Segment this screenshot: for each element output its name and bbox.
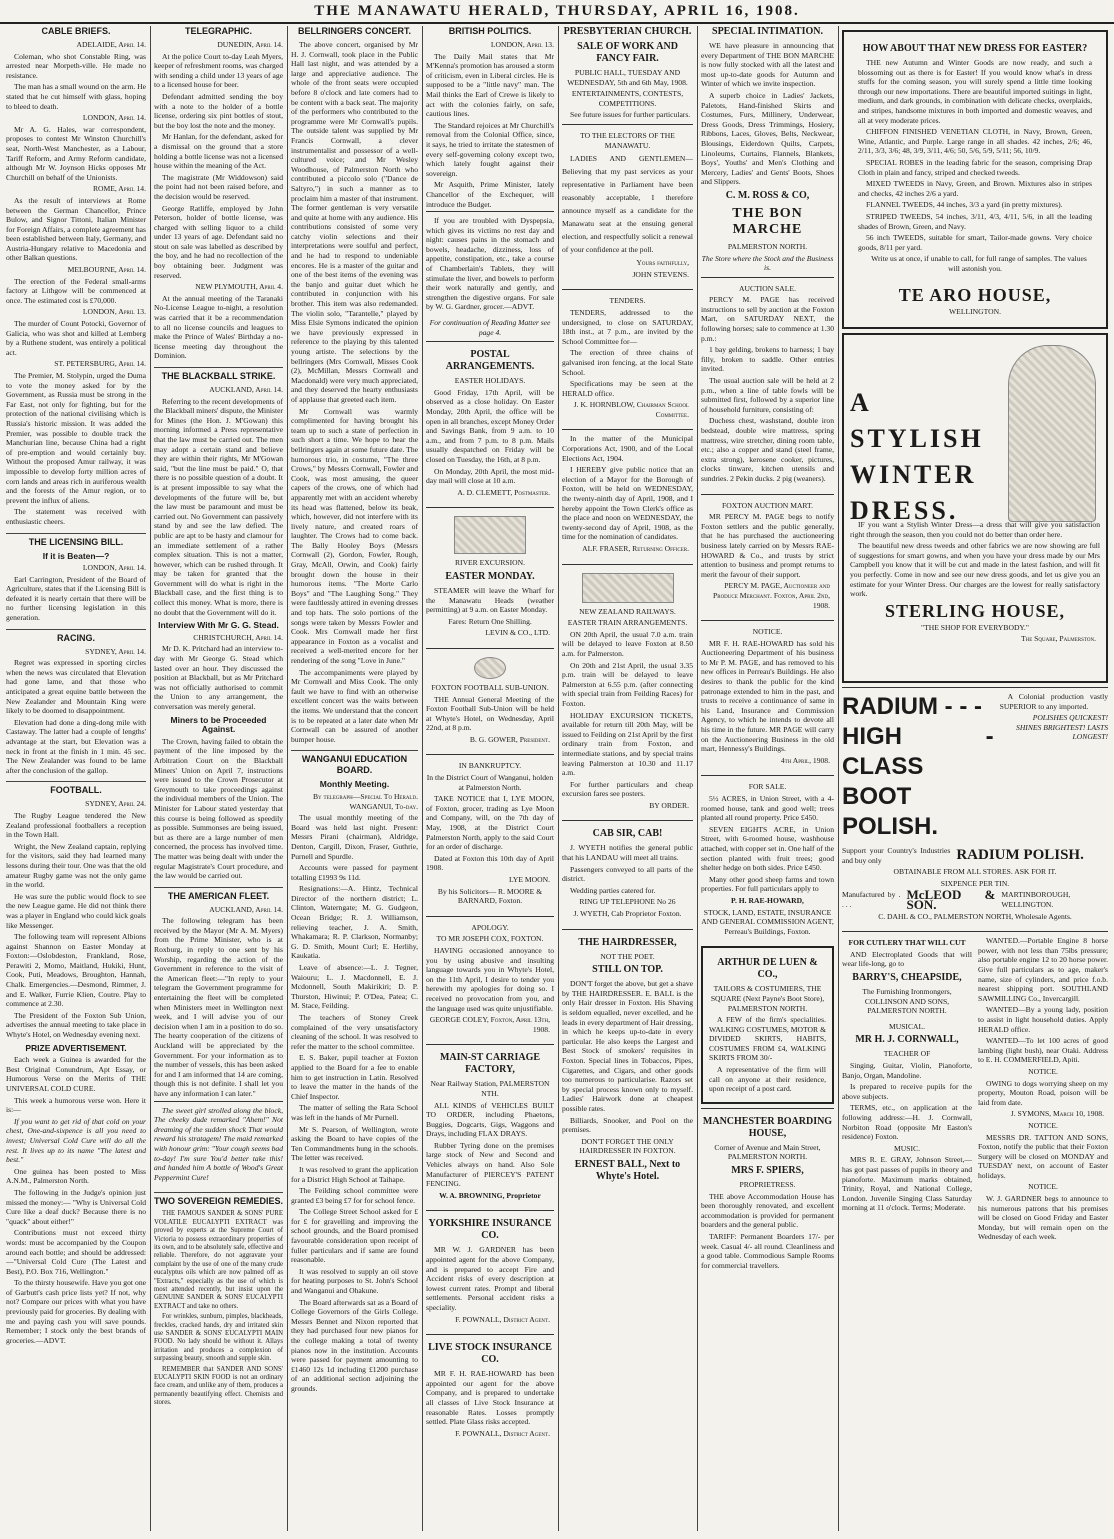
radium-line-1: RADIUM - - - <box>842 693 982 721</box>
special-intimation-heading: SPECIAL INTIMATION. <box>712 26 823 37</box>
prize-heading: PRIZE ADVERTISEMENT. <box>25 1042 127 1053</box>
ad-text: TERMS, etc., on application at the following address:—H. J. Cornwall, Norbiton Road (opposite Mr Easton's residence) Foxton. <box>842 1103 972 1142</box>
dateline: LONDON, April 14. <box>82 563 146 573</box>
peppermint-cure-ad: The sweet girl strolled along the block, The cheeky dude remarked "Ahem!" Not dreaming of the sudden shock That would reward his stratagem! The maid remarked with honour grim: "Your cough seems bad to-day! I'm sure You'd better take this! and handed him A bottle of Wood's Great Peppermint Cure! <box>154 1101 283 1187</box>
ad-text: TAKE NOTICE that I, LYE MOON, of Foxton, grocer, trading as Lye Moon and Company, will, on the 7th day of May, 1908, at the District Court Palmerston North, apply to the said Court for an order of discharge. <box>426 794 554 852</box>
cab-heading: CAB SIR, CAB! <box>592 828 663 840</box>
british-politics-heading: BRITISH POLITICS. <box>448 26 532 36</box>
teacher-name: MR H. J. CORNWALL, <box>855 1034 959 1046</box>
ad-text: The Store where the Stock and the Business is. <box>701 253 834 273</box>
musical-heading: MUSICAL. <box>888 1021 926 1031</box>
ad-text: RING UP TELEPHONE No 26 <box>579 897 676 907</box>
article-text: The Daily Mail states that Mr M'Kenna's promotion has aroused a storm of criticism, even in Liberal circles. He is supposed to be a "little navy" man. The Mail thinks the Earl of Crewe is likely to act with the colonies fairly, on safe, cautious lines. <box>426 51 554 119</box>
subheading: TAILORS & COSTUMIERS, THE SQUARE (Next Payne's Boot Store), PALMERSTON NORTH. <box>710 984 825 1013</box>
notice-heading: NOTICE. <box>1028 1182 1058 1192</box>
ad-text: The Furnishing Ironmongers, COLLINSON AND SONS, PALMERSTON NORTH. <box>862 987 952 1016</box>
article-text: The Standard rejoices at Mr Churchill's removal from the Colonial Office, since, it says, he tried to irritate the statesmen of every self-governing colony except two, which lately fought against their sovereign. <box>426 120 554 178</box>
dateline: LONDON, April 14. <box>82 113 146 123</box>
stylish-line-3: DRESS. <box>850 496 959 526</box>
article-text: The accompaniments were played by Mr Cornwall and Miss Cook. The only fault we have to find with an otherwise excellent concert was the waits between the items. We understand that the concert is to be repeated at a later date when Mr Cornwall can be assured of another bumper house. <box>291 667 418 744</box>
auction-heading: AUCTION SALE. <box>739 283 796 293</box>
cutlery-heading: FOR CUTLERY THAT WILL CUT <box>848 938 966 948</box>
ad-text: OBTAINABLE FROM ALL STORES. ASK FOR IT. <box>893 867 1057 877</box>
article-text: Mr Asquith, Prime Minister, lately Chancellor of the Exchequer, will introduce the Budget. <box>426 180 554 209</box>
ad-text: On Monday, 20th April, the most mid-day mail will close at 10 a.m. <box>426 466 554 486</box>
column-rule <box>558 26 559 1531</box>
article-text: It was resolved to supply an oil stove for heating purposes to St. John's School and Wanganui and Ohakune. <box>291 1266 418 1296</box>
article-text: Contributions must not exceed thirty words: must be accompanied by the Coupon around each bottle; and should be addressed:—"Universal Cold Cure (The Latest and Best), P.O. Box 716, Wellington." <box>6 1228 146 1276</box>
ad-text: POLISHES QUICKEST! SHINES BRIGHTEST! LASTS LONGEST! <box>1016 713 1108 742</box>
ad-text: On 20th and 21st April, the usual 3.35 p.m. train will be delayed to leave Palmerston at 6.55 p.m. (after connecting with special train from Feilding Races) for Foxton. <box>562 660 693 708</box>
auction-mart-heading: FOXTON AUCTION MART. <box>721 500 814 510</box>
article-text: The Board afterwards sat as a Board of College Governors of the Girls College. Messrs Bennet and Nixon reported that they had purchased four new pianos for the college making a total of twenty pianos now in the institution. Accounts were passed for payment amounting to £1460 12s 1d including £1200 purchase of an additional section adjoining the grounds. <box>291 1297 418 1393</box>
ad-text: 56 inch TWEEDS, suitable for smart, Tailor-made gowns. Very choice goods, 8/11 per yard. <box>858 233 1092 252</box>
signature: J. SYMONS, March 10, 1908. <box>1010 1109 1104 1119</box>
music-heading: MUSIC. <box>894 1143 920 1153</box>
ad-text: Billiards, Snooker, and Pool on the premises. <box>562 1115 693 1135</box>
signature: P. H. RAE-HOWARD, <box>731 895 804 905</box>
dateline: AUCKLAND, April 14. <box>209 385 283 394</box>
article-text: Coleman, who shot Constable Ring, was arrested near Morpeth-ville. He made no resistance. <box>6 51 146 80</box>
dateline: LONDON, April 13. <box>82 307 146 317</box>
article-text: It was resolved to grant the application for a District High School at Taihape. <box>291 1164 418 1184</box>
radium-polish-logo: RADIUM POLISH. <box>956 846 1084 863</box>
ad-text: By his Solicitors— R. MOORE & BARNARD, Foxton. <box>437 886 543 906</box>
article-text: Leave of absence:—L. J. Tegner, Waiouru; L. J. Macdonnell, E. J. Mcdonnell, South Makirikiri; D. P. Thurston, Hiwinui; P. O'Dea, Patea; C. M. Stace, Feilding. <box>291 963 418 1011</box>
ad-text: Support your Country's Industries and buy only <box>842 846 951 865</box>
article-text: The Rugby League tendered the New Zealand professional footballers a reception in the Town Hall. <box>6 810 146 840</box>
notice-heading: NOTICE. <box>752 627 783 637</box>
ad-text: For wrinkles, sunburn, pimples, blackheads, freckles, cracked hands, dry and irritated skin use SANDER & SONS' EUCALYPTI MAIN FOOD. No lady should be without it. Allays irritation and produces a complexion of surpassing beauty, smooth and supple skin. <box>154 1313 283 1363</box>
ad-text: CHIFFON FINISHED VENETIAN CLOTH, in Navy, Brown, Green, Wine, Atlantic, and Purple. Large range in all shades. 42 inches, 2/6; 46, 2/11, 3/3, 3/6; 48, 3/9, 3/11, 4/6; 50, 5/6, 5/9, 5/11; 56, 10/9. <box>858 127 1092 156</box>
ad-text: C. DAHL & CO., PALMERSTON NORTH, Wholesale Agents. <box>878 911 1072 921</box>
ad-text: WANTED—By a young lady, position to assist in light household duties. Apply HERALD office. <box>978 1005 1108 1034</box>
ad-text: In the matter of the Municipal Corporations Act, 1900, and of the Local Elections Act, 1904. <box>562 434 693 463</box>
ad-text: THE FAMOUS SANDER & SONS' PURE VOLATILE EUCALYPTI EXTRACT was proved by experts at the Supreme Court of Victoria to possess extraordinary properties of its own, and to be absolutely safe, effective and reliable. Therefore, do not aggravate your complaint by the use of one of the many crude eucalyptus oils which are now palmed off as "Extracts," especially as the use of which is most attended recently, but insist upon the GENUINE SANDER & SONS' EUCALYPTI EXTRACT and take no others. <box>154 1210 283 1310</box>
ad-text: SPECIAL ROBES in the leading fabric for the season, comprising Drap Cloth in plain and fancy, striped and checked tweeds. <box>858 157 1092 177</box>
article-text: Mr Cornwall was warmly complimented for having brought his team up to such a state of perfection in such short a time. We hope to hear the bellringers again at some future date. The humorous trio, in costume, "The three Crows," by Messrs Cornwall, Fowler and Cook, was most amusing, the queer capers of the crows, one of which had apparently met with an accident whereby its head was flattened, below its beak, which, however, did not interfere with its lively nature, and created roars of laughter. The Crows had to come back. The Bally Hooley Boys (Messrs Cornwall (2), Gordon, Fowler, Rough, Gray, McAll, Orwin, and Cook) fairly brought down the house in their humorous items. "The Morte Carlo Boys" and "The Laughing Song." They were faultlessly attired in evening dresses and top hats. The solo portions of the songs were taken by Messrs Fowler and Cook. Mrs Cornwall made her first appearance in Foxton as a vocalist and received a well-merited encore for her rendering of the song "Love in June." <box>291 406 418 665</box>
article-text: The man has a small wound on the arm. He stated that he cut himself with glass, hoping to bleed to death. <box>6 82 146 111</box>
article-text: Elevation had done a ding-dong mile with Castaway. The latter had a couple of lengths' advantage at the start, but Elevation was a neck in front at the finish in 1 min. 45 sec. The New Zealander was found to be lame after the conclusion of the gallop. <box>6 717 146 775</box>
football-union-heading: FOXTON FOOTBALL SUB-UNION. <box>431 682 549 692</box>
ad-text: The usual auction sale will be held at 2 p.m., when a line of table fowls will be submitted first, followed by a superior line of household furniture, consisting of: <box>701 376 834 414</box>
ad-text: Write us at once, if unable to call, for full range of samples. The values will astonish you. <box>871 254 1087 273</box>
ad-text: The beautiful new dress tweeds and other fabrics we are now showing are full of suggestions for smart gowns, and when you have your dress made by our Mrs Campbell you know that it will be cut and made in the latest fashion, and will fit you perfectly. Come in now and see our new dress goods, and let us give you an estimate for your Winter Dress. Our charges are the lowest for really satisfactory work. <box>850 541 1100 599</box>
signature: F. POWNALL, District Agent. <box>455 1428 550 1438</box>
article-text: The usual monthly meeting of the Board was held last night. Present: Messrs Pirani (chairman), Aldridge, Denton, Cargill, Dixon, Fraser, Guthrie, Purnell and Spurdle. <box>291 813 418 861</box>
bankruptcy-heading: IN BANKRUPTCY. <box>458 761 522 771</box>
subheading: TO MR JOSEPH COX, FOXTON. <box>436 934 544 944</box>
article-text: The Feilding school committee were granted £3 being £7 for for school fence. <box>291 1186 418 1205</box>
article-text: The following in the Judge's opinion just missed the money:— "Why is Universal Cold Cure like a deaf duck? Because there is no "quack" about either!" <box>6 1187 146 1226</box>
ad-text: THE above Accommodation House has been thoroughly renovated, and excellent accommodation is provided for permanent boarders and the general public. <box>701 1191 834 1230</box>
ad-text: Singing, Guitar, Violin, Pianoforte, Banjo, Organ, Mandoline. <box>842 1060 972 1080</box>
ad-text: A Colonial production vastly SUPERIOR to any imported. <box>999 692 1108 711</box>
article-text: At the annual meeting of the Taranaki No-License League to-night, a resolution was carried that it be a recommendation to all no license councils and leagues to make the Prince of Wales' Birthday a no-license meeting day throughout the Dominion. <box>154 293 283 361</box>
signature: LYE MOON. <box>508 875 550 884</box>
column-4 <box>426 26 554 1531</box>
subheading: If it is Beaten—? <box>42 550 110 561</box>
article-text: Accounts were passed for payment totalling £1993 9s 11d. <box>291 863 418 882</box>
dateline: LONDON, April 13. <box>490 40 554 49</box>
column-5 <box>562 26 693 1531</box>
postal-heading: POSTAL ARRANGEMENTS. <box>445 349 535 373</box>
ross-name: C. M. ROSS & CO, <box>725 189 810 201</box>
de-luen-heading: ARTHUR DE LUEN & CO., <box>717 957 818 981</box>
ad-text: Wedding parties catered for. <box>570 885 656 895</box>
barrys-logo: BARRY'S, CHEAPSIDE, <box>852 972 962 983</box>
mcleod-logo: McLEOD & SON. <box>906 887 996 913</box>
ad-text: OWING to dogs worrying sheep on my property, Mouton Road, poison will be laid from date. <box>978 1078 1108 1107</box>
signature: LEVIN & CO., LTD. <box>485 628 550 638</box>
article-text: The above concert, organised by Mr H. J. Cornwall, took place in the Public Hall last night, and was attended by a large and appreciative audience. The whole of the front seats were occupied before 8 o'clock and late comers had to be content with a back seat. The majority of the performers who contributed to the programme were Mr Cornwall's pupils. The outside talent was supplied by Mr Francis Cornwall, a clever instrumentalist and possessor of a well-cultured voice; and Mr Wesley Woodhouse, of Palmerston North who contributed a piccolo solo ("Dance de Saltyro,") in such a manner as to proclaim him a master of that instrument. The former gentleman is very versatile and quite at home with any audience. His contributions consisted of some very catchy violin selections and their interpretations were soulful and perfect, and he had to respond to undeniable encores. He is a master of the guitar and one of the best items of the evening was the banjo and guitar duet which he contributed in conjunction with his brother. This item was also redemanded. The violin solo, "Tarantelle," played by Miss Elsie Symons indicated the opinion we have previously expressed in reference to the playing by this talented young artiste. The selections by the bellringers (Mrs Cornwall, Misses Cook (2), McMillan, Messrs Cornwall and Macdonald) were very much appreciated, and they deserved the hearty enthusiasts of applause that greeted each item. <box>291 40 418 404</box>
ad-text: W. J. GARDNER begs to announce to his numerous patrons that his premises will be closed on Good Friday and Easter Monday, but will remain open on the Wednesday of each week. <box>978 1194 1108 1242</box>
for-sale-heading: FOR SALE. <box>748 782 787 792</box>
subheading: EASTER TRAIN ARRANGEMENTS. <box>567 618 688 628</box>
notice-heading: NOTICE. <box>1028 1066 1058 1076</box>
dateline: SYDNEY, April 14. <box>85 646 146 656</box>
ad-text: I HEREBY give public notice that an election of a Mayor for the Borough of Foxton, will be held on WEDNESDAY, the twenty-ninth day of April, 1908, and I hereby appoint the Town Clerk's office as the place and noon on WEDNESDAY, the twenty-second day of April, 1908, as the time for the nomination of candidates. <box>562 465 693 542</box>
football-illustration <box>474 657 506 679</box>
article-text: The matter of selling the Rata School was left in the hands of Mr Purnell. <box>291 1103 418 1122</box>
ad-text: Specifications may be seen at the HERALD office. <box>562 379 693 398</box>
apology-heading: APOLOGY. <box>471 922 509 932</box>
ad-text: ALL KINDS of VEHICLES BUILT TO ORDER, including Phaetons, Buggies, Dogcarts, Gigs, Waggons and Drays, including FLAX DRAYS. <box>426 1100 554 1139</box>
ad-text: FLANNEL TWEEDS, 44 inches, 3/3 a yard (in pretty mixtures). <box>866 200 1063 210</box>
ad-text: The Square, Palmerston. <box>1020 634 1096 644</box>
column-rule <box>422 26 423 1531</box>
article-text: Referring to the recent developments of the Blackball miners' dispute, the Minister for Mines (the Hon. J. M'Gowan) this morning informed a Press representative that the law must be carried out. The men may adopt a certain stand and believe they are within their rights, Mr M'Gowan said, "but the line must be paid." O, that there is no possible question of a doubt. It is at present impossible to say what the developments of the future will be, but the law must be paramount and must be carried out. No Government can passively stand by and see the law defied. The public are apt to be hasty and clamour for an immediate settlement of a rather complex situation. This is not a matter, however, which can be rushed through. It may be taken for granted that the Government will do what is right in the Blackball case, and the first thing is to collect this money. What is more, there is no doubt that the Government will do it. <box>154 396 283 617</box>
ad-text: AND Electroplated Goods that will wear life-long, go to <box>842 949 972 969</box>
ad-text: Good Friday, 17th April, will be observed as a close holiday. On Easter Monday, 20th April, the office will be open in all branches, except Money Order and Savings Bank, from 9 a.m. to 10 a.m., and from 7 p.m. to 8 p.m. Mails usually despatched on Friday will be closed on Tuesday, the 16th, at 8 p.m. <box>426 387 554 464</box>
te-aro-house-logo: TE ARO HOUSE, <box>898 285 1052 306</box>
signature: PERCY M. PAGE, Auctioneer and Produce Merchant. Foxton, April 2nd, 1908. <box>713 581 830 610</box>
article-text: This week a humorous verse won. Here it is:— <box>6 1095 146 1115</box>
bellringers-heading: BELLRINGERS CONCERT. <box>297 26 411 36</box>
dateline: NEW PLYMOUTH, April 4. <box>195 282 283 292</box>
article-text: At the police Court to-day Leah Myers, keeper of refreshment rooms, was charged with sending a child under 13 years of age to a licensed house for beer. <box>154 51 283 90</box>
ad-text: MR F. H. RAE-HOWARD has been appointed our agent for the above Company, and is prepared to undertake all classes of Live Stock Insurance at reasonable Rates. Losses promptly settled. Plate Glass risks accepted. <box>426 1369 554 1427</box>
ad-text: DON'T forget the above, but get a shave by THE HAIRDRESSER. E. BALL is the only Hair dresser in Foxton. His Shaving is seldom equalled, never excelled, and he leads in every department of Hair dressing, in which he keeps up-to-date in every particular. He also keeps the Largest and Best Stock of smokers' requisites in Foxton. Special lines in Tobaccos, Pipes, Cigarettes, and Cigars, and other goods too numerous to particularise. Razors set by special process known only to myself. Ladies' Hairwork done at cheapest possible rates. <box>562 979 693 1113</box>
article-text: Mr A. G. Hales, war correspondent, proposes to contest Mr Winston Churchill's seat, North-West Manchester, as a Labour, Tariff Reform, and Army Reform candidate, although Mr W. Joynson Hicks opposes Mr Churchill on behalf of the Unionists. <box>6 124 146 182</box>
article-text: E. S. Baker, pupil teacher at Foxton applied to the Board for a fee to enable him to get instruction in Latin. Resolved to leave the matter in the hands of the Chief Inspector. <box>291 1053 418 1101</box>
article-text: The following team will represent Albions against Shannon on Easter Monday at Foxton:—Oslobdeston, Frankland, Rose, Perawiti 2, Momo, Maitland, Hukiki, Hunt, Cook, Puti, Meadows, Broughton, Hannah, Chalk. Emergencies.—Desmond, Rimmer, J. and E. Walker, Furrie Klien, Coutre. Play to commence at 2.30. <box>6 932 146 1009</box>
continuation-note: For continuation of Reading Matter see page 4. <box>429 318 551 337</box>
ad-text: WELLINGTON. <box>949 307 1001 317</box>
dyspepsia-ad: If you are troubled with Dyspepsia, which gives its victims no rest day and night: causes pains in the stomach and bowels, headache, dizziness, loss of appetite, constipation, etc., take a course of Chamberlain's Tablets, they will stimulate the liver, and bowels to perform their work naturally and gently, and strengthen the digestive organs. For sale by W. G. Gardner, grocer.—ADVT. <box>426 211 554 316</box>
ad-text: MARTINBOROUGH, WELLINGTON. <box>1001 890 1071 910</box>
football-heading: FOOTBALL. <box>6 781 146 796</box>
subheading: Near Railway Station, PALMERSTON NTH. <box>430 1079 550 1098</box>
signature: J. WYETH, Cab Proprietor Foxton. <box>573 909 682 919</box>
column-rule <box>697 26 698 1531</box>
sterling-house-logo: STERLING HOUSE, <box>884 600 1066 621</box>
signature: BY ORDER. <box>649 800 689 810</box>
article-text: The Crown, having failed to obtain the payment of the line imposed by the Arbitration Court on the Blackball Miners' Union on April 7, instructions were issued to the Crown Prosecutor at Greymouth to take proceedings against the individual members of the Union. The Minister for Labour stated yesterday that this course is being followed as speedily as possible. Summonses are being issued, but as there are a large number of men concerned, the process has involved time. The matter was being dealt with under the regular Magistrate's Court procedure, and the law would be carried out. <box>154 736 283 881</box>
article-text: As the result of interviews at Rome between the German Chancellor, Prince Bulow, and Signor Tittoni, Italian Minister for Foreign Affairs, a complete agreement has been established between Italy, Germany, and Austria-Hungary relative to Macedonia and other Balkan questions. <box>6 195 146 263</box>
signature: A. D. CLEMETT, Postmaster. <box>457 487 550 497</box>
subheading: EASTER MONDAY. <box>445 570 535 582</box>
education-board-heading: WANGANUI EDUCATION BOARD. <box>291 750 418 776</box>
yorkshire-insurance-heading: YORKSHIRE INSURANCE CO. <box>428 1218 552 1242</box>
ad-date: 4th April, 1908. <box>780 755 830 765</box>
dateline: AUCKLAND, April 14. <box>209 904 283 914</box>
article-text: The teachers of Stoney Creek complained of the very unsatisfactory cleaning of the school. It was resolved to refer the matter to the school committee. <box>291 1013 418 1051</box>
live-stock-insurance-heading: LIVE STOCK INSURANCE CO. <box>428 1342 552 1366</box>
dateline: ADELAIDE, April 14. <box>76 40 146 49</box>
article-text: The President of the Foxton Sub Union, advertises the annual meeting to take place in Whyte's Hotel, on Wednesday evening next. <box>6 1010 146 1040</box>
column-2 <box>154 26 283 1531</box>
ad-text: 1 bay gelding, brokens to harness; 1 bay filly, broken to saddle. Other entries invited. <box>701 345 834 374</box>
article-text: He was sure the public would flock to see the new League game. He did not think there was a player in England who could kick goals like Messenger. <box>6 891 146 930</box>
column-3 <box>291 26 418 1531</box>
bon-marche-logo: THE BON MARCHE <box>732 205 803 237</box>
ad-text: Duchess chest, washstand, double iron bedstead, double wire mattress, spring mattress, wire stretcher, dining room table, etc.; also a copper and stand (steel frame, extra strong), kerosene cooker, pictures, clocks tinware, kitchen utensils and sundries. 2 Pekin ducks. 2 pig (weaners). <box>701 416 834 483</box>
ad-text: STEAMER will leave the Wharf for the Manawatu Heads (weather permitting) at 9 a.m. on Easter Monday. <box>426 585 554 615</box>
ad-text: THE Annual General Meeting of the Foxton Football Sub-Union will be held at Whyte's Hotel, on Wednesday, April 22nd, at 8 p.m. <box>426 694 554 733</box>
ad-text: SIXPENCE PER TIN. <box>940 878 1010 888</box>
masthead: THE MANAWATU HERALD, THURSDAY, APRIL 16, 1908. <box>0 0 1114 24</box>
lady-in-dress-illustration <box>1008 345 1096 522</box>
ad-text: SEVEN EIGHTS ACRE, in Union Street, with 6-roomed house, washhouse attached, with copper set in. One half of the section planted with fruit trees; good shelter hedge on both sides. Price £450. <box>701 824 834 873</box>
column-rule <box>150 26 151 1531</box>
ad-text: Dated at Foxton this 10th day of April 1908. <box>426 853 554 873</box>
ad-text: WANTED—To let 100 acres of good lambing (light bush), near Otaki. Address to E. H. COMMERFIELD, Apiti. <box>978 1036 1108 1065</box>
radium-line-2: HIGH - CLASS <box>842 723 994 781</box>
dateline: DUNEDIN, April 14. <box>217 40 283 49</box>
ad-text: HAVING occasioned annoyance to you by using abusive and insulting language towards you in Whyte's Hotel, on the 11th April, I desire to tender you herewith my apologies for doing so. I received no provocation from you, and the language used was quite unjustifiable. <box>426 945 554 1013</box>
signature: F. POWNALL, District Agent. <box>455 1314 550 1324</box>
subheading: STILL ON TOP. <box>592 964 663 976</box>
ad-text: "THE SHOP FOR EVERYBODY." <box>921 622 1029 632</box>
steamer-illustration <box>454 516 526 554</box>
article-text: The College Street School asked for £ for £ for gravelling and improving the school grounds, and the Board promised favourable consideration upon receipt of fuller particulars and if same are found reasonable. <box>291 1207 418 1265</box>
new-dress-heading: HOW ABOUT THAT NEW DRESS FOR EASTER? <box>862 43 1088 54</box>
signature: ERNEST BALL, Next to Whyte's Hotel. <box>574 1158 681 1182</box>
sovereign-remedies-heading: TWO SOVEREIGN REMEDIES. <box>154 1192 283 1207</box>
river-heading: RIVER EXCURSION. <box>454 558 526 568</box>
ad-text: IF you want a Stylish Winter Dress—a dress that will give you satisfaction right through the season, then you could not do better than order here. <box>850 520 1100 539</box>
subheading: EASTER HOLIDAYS. <box>454 376 526 386</box>
ad-text: TEACHER OF <box>883 1049 931 1059</box>
boarding-house-heading: MANCHESTER BOARDING HOUSE, <box>702 1115 833 1139</box>
subheading: Corner of Avenue and Main Street, PALMERSTON NORTH. <box>714 1142 821 1162</box>
verse-text: If you want to get rid of that cold on your chest, One-and-sixpence is all you need to invest; Universal Cold Cure will do all the rest. It lives up to its name "The latest and best." <box>6 1116 146 1165</box>
article-text: The murder of Count Potocki, Governor of Galicia, who was shot and killed at Lemberg by a Ruthene student, was entirely a political act. <box>6 319 146 357</box>
ad-text: PUBLIC HALL, TUESDAY AND WEDNESDAY, 5th and 6th May, 1908. <box>567 68 688 87</box>
ad-text: The erection of three chains of galvanised iron fencing, at the local State School. <box>562 348 693 377</box>
article-text: The following telegram has been received by the Mayor (Mr A. M. Myers) from the Prime Minister, who is at Roxburg, in reply to one sent by his Worship, regarding the action of the Government in reference to the visit of the American fleet:—"In reply to your telegram the Government programme for entertaining the fleet will be completed when Ministers meet in Wellington next week, and I will advise you of our decision when I am in a position to do so. The hearty cooperation of the citizens of Auckland will be appreciated by the Government. For your information as to the number of vessels, this has been asked for and I am informed that 14 are coming, though this is not definite. I shall let you have any information I can later." <box>154 916 283 1098</box>
railways-heading: NEW ZEALAND RAILWAYS. <box>579 606 676 616</box>
signature: GEORGE COLEY, Foxton, April 13th, 1908. <box>429 1015 550 1034</box>
signature: JOHN STEVENS. <box>632 269 689 279</box>
licensing-bill-heading: THE LICENSING BILL. <box>6 533 146 548</box>
article-text: Mr S. Pearson, of Wellington, wrote asking the Board to have copies of the Ten Commandments hung in the schools. The letter was received. <box>291 1124 418 1163</box>
dateline: MELBOURNE, April 14. <box>67 265 146 275</box>
ad-text: A representative of the firm will call on anyone at their residence, upon receipt of a post card. <box>709 1065 826 1094</box>
article-text: George Ratliffe, employed by John Peterson, holder of bottle license, was charged with selling liquor to a child under 13 years of age. Defendant said no stout on sale was labelled as described by the boy, and he had no recollection of the boy obtaining beer. Judgment was reserved. <box>154 203 283 280</box>
carriage-factory-heading: MAIN-ST CARRIAGE FACTORY, <box>439 1052 541 1076</box>
ad-text: MESSRS DR. TATTON AND SONS, Foxton, notify the public that their Foxton Surgery will be closed on MONDAY and TUESDAY next, on account of Easter holidays. <box>978 1132 1108 1180</box>
column-7 <box>842 26 1108 1531</box>
ad-text: J. WYETH notifies the general public that his LANDAU will meet all trains. <box>562 843 693 863</box>
ad-text: Fares: Return One Shilling. <box>448 616 532 626</box>
article-text: The magistrate (Mr Widdowson) said the point had not been raised before, and the decision would be reserved. <box>154 172 283 201</box>
telegraphic-heading: TELEGRAPHIC. <box>184 26 252 36</box>
ad-text: A superb choice in Ladies' Jackets, Paletots, Hand-finished Skirts and Costumes, Furs, Millinery, Underwear, Dress Goods, Dress Trimmings, Hosiery, Ribbons, Laces, Gloves, Belts, Neckwear, Blousings, Eiderdown Quilts, Carpets, Linoleums, Curtains, Flannels, Blankets, Boys', Youths' and Men's Clothing and Mercery, Ladies' and Gents' Boots, Shoes and Slippers. <box>701 90 834 187</box>
subheading: In the District Court of Wanganui, holden at Palmerston North. <box>426 773 554 792</box>
ad-text: MIXED TWEEDS in Navy, Green, and Brown. Mixtures also in stripes and checks, 42 inches 2/6 a yard. <box>858 179 1092 198</box>
ad-text: HOLIDAY EXCURSION TICKETS, available for return till 20th May, will be issued to Feilding on 21st April by the first ordinary train from Foxton, and intermediate stations, and by special trains leaving Palmerston at 10.30 and 11.17 a.m. <box>562 710 693 778</box>
signature: ALF. FRASER, Returning Officer. <box>582 544 689 553</box>
ad-text: STOCK, LAND, ESTATE, INSURANCE AND GENERAL COMMISSION AGENT, Perreau's Buildings, Foxton. <box>701 907 834 936</box>
radium-line-3: BOOT POLISH. <box>842 783 939 841</box>
ad-text: DON'T FORGET THE ONLY HAIRDRESSER IN FOXTON. <box>579 1136 676 1156</box>
dateline: By telegraph—Special To Herald. WANGANUI, To-day. <box>312 791 418 811</box>
racing-heading: RACING. <box>6 629 146 644</box>
ad-text: WANTED.—Portable Engine 8 horse power, with not less than 75lbs pressure; also portable engine 12 to 20 horse power. Give full particulars as to age, maker's name, size of cylinders, and price f.o.b. nearest shipping port. SOUTHLAND SAWMILLING Co., Invercargill. <box>978 936 1108 1003</box>
article-text: Each week a Guinea is awarded for the Best Original Conundrum, Apt Essay, or Humorous Verse on the Merits of THE UNIVERSAL COLD CURE. <box>6 1055 146 1093</box>
ad-text: ENTERTAINMENTS, CONTESTS, COMPETITIONS. <box>571 89 684 108</box>
ad-text: PROPRIETRESS. <box>739 1180 796 1190</box>
article-text: The Premier, M. Stolypin, urged the Duma to vote the money asked for by the Government, as Russia must be strong in the Far East, not only for fighting, but for the protection of the national civilising which is Russia's historic mission. It was added the Premier, was possible to double track the Manchurian line, because China had a right of pre-emption and would certainly buy. Without the proposed Amur railway, it was impossible to develop forty million acres of corn lands and areas rich in auriferous wealth and the forests of the Amur region, or to prevent the influx of aliens. <box>6 371 146 505</box>
dateline: ROME, April 14. <box>92 184 146 194</box>
article-text: The erection of the Federal small-arms factory at Lithgow will be commenced at once. The estimated cost is £70,000. <box>6 276 146 305</box>
electors-heading: TO THE ELECTORS OF THE MANAWATU. <box>580 130 675 150</box>
ad-text: Rubber Tyring done on the premises large stock of New and Second and Vehicles always on hand. Also Sole Manufacturer of PIERCEY'S PATENT FENCING. <box>426 1140 554 1189</box>
dateline: CHRISTCHURCH, April 14. <box>193 632 283 642</box>
article-text: To the thirsty housewife. Have you got one of Garbutt's cash price lists yet? If not, why not? Compare our prices with what you have previously paid for groceries. By dealing with me and paying cash you will save pounds. Remember; I stock only the best brands of groceries.—ADVT. <box>6 1278 146 1345</box>
presbyterian-heading: PRESBYTERIAN CHURCH. <box>563 26 692 37</box>
ad-text: LADIES AND GENTLEMEN— Believing that my past services as your representative in Parliament have been reasonably acceptable, I therefore announce myself as a candidate for the Manawatu seat at the ensuing general election, and respectfully solicit a renewal of your confidence at the poll. <box>562 154 693 255</box>
subheading: Monthly Meeting. <box>319 779 390 790</box>
ad-text: TENDERS, addressed to the undersigned, to close on SATURDAY, 18th inst., at 7 p.m., are invited by the School Committee for— <box>562 307 693 346</box>
ad-text: MRS R. E. GRAY, Johnson Street,—has got past passes of pupils in theory and pianoforte. Maximum marks obtained, Trinity, Royal, and National College, London. Juvenile Singing Class Saturday morning at 11 o'clock. Terms; Moderate. <box>842 1155 972 1213</box>
stylish-line-2: WINTER <box>850 460 977 490</box>
signature: J. K. HORNBLOW, Chairman School Committee. <box>573 400 689 419</box>
article-text: Defendant admitted sending the boy with a note to the holder of a bottle license, ordering six pint bottles of stout, but the boy lost the note and the money. <box>154 91 283 130</box>
hairdresser-heading: THE HAIRDRESSER, <box>578 936 677 948</box>
ad-text: PERCY M. PAGE has received instructions to sell by auction at the Foxton Mart, on SATURDAY NEXT, the following horses; sale to commence at 1.30 p.m.: <box>701 295 834 343</box>
column-rule <box>838 26 839 1531</box>
proprietor-name: MRS F. SPIERS, <box>731 1165 804 1177</box>
ad-text: ON 20th April, the usual 7.0 a.m. train will be delayed to leave Foxton at 8.50 a.m. for Palmerston. <box>562 629 693 658</box>
article-text: Wright, the New Zealand captain, replying for the visitors, said they had learned many lessons during their tour. One was that the old amateur Rugby game was not the only game in the world. <box>6 841 146 890</box>
ad-text: WE have pleasure in announcing that every Department of THE BON MARCHE is now fully stocked with all the latest and most up-to-date goods for Autumn and Winter of which we invite inspection. <box>701 41 834 89</box>
ad-text: Yours faithfully, <box>636 258 689 268</box>
ad-text: A FEW of the firm's specialities. WALKING COSTUMES, MOTOR & DIVIDED SKIRTS, HABITS, COSTUMES FROM £4, WALKING SKIRTS FROM 30/- <box>709 1015 826 1063</box>
ad-text: MR PERCY M. PAGE begs to notify Foxton settlers and the public generally, that he has purchased the auctioneering business lately carried on by Messrs RAE-HOWARD & Co., and trusts by strict attention to business and prompt returns to merit the favour of their support. <box>701 512 834 579</box>
ad-text: For further particulars and cheap excursion fares see posters. <box>562 779 693 799</box>
article-text: Resignations:—A. Hintz, Technical Director of the northern district; L. Clinton, Waterngate; M. G. Gudgeon, Ocean Bridge; R. J. Williamson, relieving teacher, J. A. Smith, Whakamara; R. P. Clarkson, Normanby; G. D. Smith, Mount Curl; E. Herlihy, Kaukatia. <box>291 884 418 961</box>
article-text: Regret was expressed in sporting circles when the news was circulated that Elevation had gone lame, and that those who anticipated a great equine battle between the New Zealander and Mountain King were likely to be doomed to disappointment. <box>6 658 146 716</box>
ad-text: Passengers conveyed to all parts of the district. <box>562 864 693 884</box>
train-illustration <box>582 573 674 603</box>
article-text: Mr Hanlan, for the defendant, asked for a dismissal on the ground that a store holding a bottle license was not a licensed house within the meaning of the Act. <box>154 132 283 171</box>
article-text: The statement was received with enthusiastic cheers. <box>6 507 146 526</box>
ad-text: MR W. J. GARDNER has been appointed agent for the above Company, and is prepared to accept Fire and Accident risks of every description at lowest current rates. Prompt and liberal settlements. Personal accident risks a speciality. <box>426 1245 554 1312</box>
ad-text: See future issues for further particulars. <box>570 110 691 120</box>
stylish-line-1: A STYLISH <box>850 388 984 454</box>
notice-heading: NOTICE. <box>1028 1120 1058 1130</box>
dateline: SYDNEY, April 24. <box>85 799 146 809</box>
ad-text: TARIFF: Permanent Boarders 17/- per week. Casual 4/- all round. Cleanliness and a good table. Commodious Sample Rooms for commercial travellers. <box>701 1232 834 1270</box>
signature: B. G. GOWER, President. <box>469 734 550 744</box>
subheading: NOT THE POET. <box>600 951 655 961</box>
ad-text: PALMERSTON NORTH. <box>727 241 808 251</box>
ad-text: REMEMBER that SANDER AND SONS' EUCALYPTI SKIN FOOD is not an ordinary face cream, and unlike any of them, produces a permanently beautifying effect. Chemists and stores. <box>154 1365 283 1407</box>
tenders-heading: TENDERS. <box>609 296 646 306</box>
signature: W. A. BROWNING, Proprietor <box>439 1190 541 1200</box>
column-6 <box>701 26 834 1531</box>
ad-text: Many other good sheep farms and town properties. For full particulars apply to <box>701 874 834 894</box>
column-1 <box>6 26 146 1531</box>
article-text: Earl Carrington, President of the Board of Agriculture, states that if the Licensing Bill is defeated it is nearly certain that there will be no further licensing legislation in this generation. <box>6 574 146 623</box>
dateline: ST. PETERSBURG, April 14. <box>54 359 146 369</box>
article-text: One guinea has been posted to Miss A.N.M., Palmerston North. <box>6 1166 146 1186</box>
column-rule <box>287 26 288 1531</box>
ad-text: Manufactured by . . . . <box>842 890 901 910</box>
american-fleet-heading: THE AMERICAN FLEET. <box>154 887 283 902</box>
ad-text: Is prepared to receive pupils for the above subjects. <box>842 1082 972 1101</box>
article-text: Mr D. K. Pritchard had an interview to-day with Mr George G. Stead which lasted over an hour. They discussed the position at Blackball, but as Mr Pritchard was not officially authorised to commit the Union to any arrangement, the conversation was merely general. <box>154 644 283 711</box>
blackball-heading: THE BLACKBALL STRIKE. <box>154 367 283 382</box>
ad-text: 5½ ACRES, in Union Street, with a 4-roomed house, tank and good well; trees planted all round property. Price £450. <box>701 794 834 823</box>
ad-text: MR F. H. RAE-HOWARD has sold his Auctioneering Department of his business to Mr P. M. PAGE, and has removed to his new offices in Perreau's Buildings. He also desires to thank the public for the kind patronage extended to him in the past, and trusts to receive a continuance of same in his Land, Insurance and Commission Agency, to which he intends to devote all his time in the future. MR PAGE will carry on the Auctioneering Business in the old mart, Hennessy's Buildings. <box>701 638 834 754</box>
ad-text: THE new Autumn and Winter Goods are now ready, and such a blossoming out as there is for Easter! If you would know what's in dress stuffs for the coming season, you will surely spend a little time looking through our new importations. There are beautiful imported suitings in light, medium, and dark grounds, in combination with delicate checks, overplaids, and stripes, handsome mixtures in both imported and domestic weaves, and all at very moderate prices. <box>858 58 1092 125</box>
cable-briefs-heading: CABLE BRIEFS. <box>41 26 111 36</box>
sale-of-work-heading: SALE OF WORK AND FANCY FAIR. <box>577 41 678 64</box>
ad-text: STRIPED TWEEDS, 54 inches, 3/11, 4/3, 4/11, 5/6, in all the leading shades of Brown, Green, and Navy. <box>858 211 1092 231</box>
subheading: Interview With Mr G. G. Stead. <box>158 620 279 631</box>
subheading: Miners to be Proceeded Against. <box>170 714 267 735</box>
